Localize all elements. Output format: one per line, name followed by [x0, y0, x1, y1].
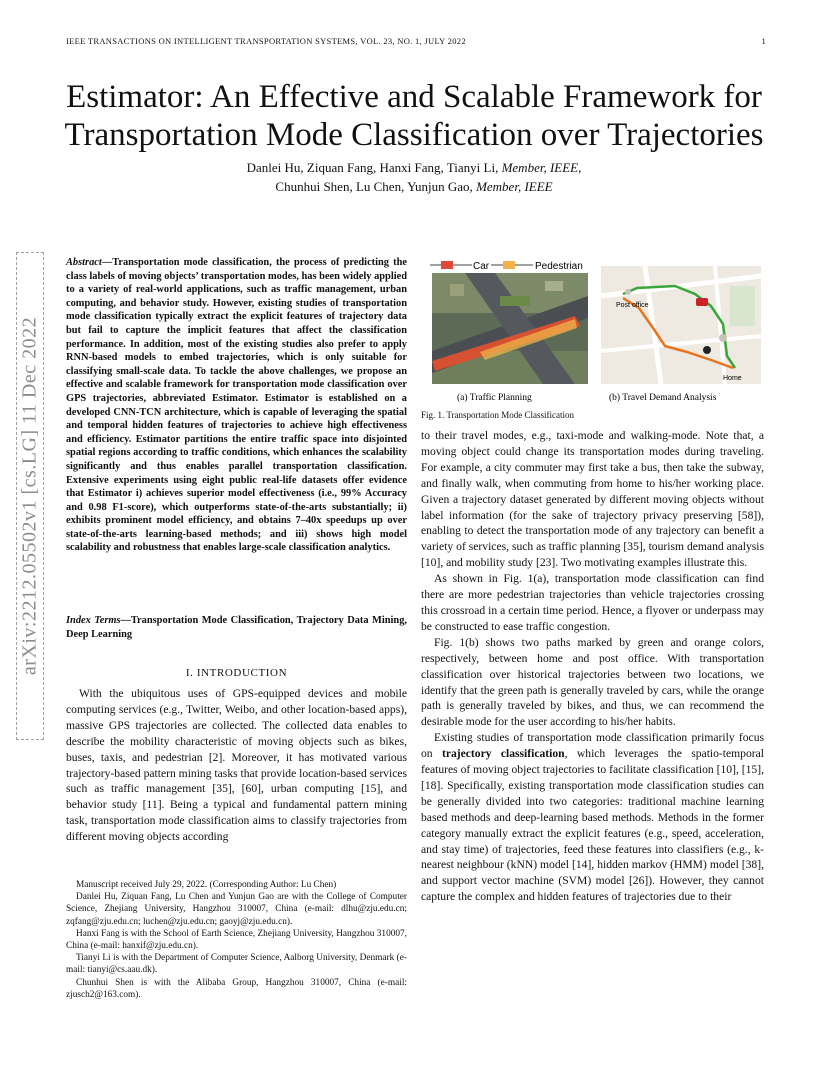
introduction-text	[66, 686, 407, 845]
footnote: Tianyi Li is with the Department of Computer Science, Aalborg University, Denmark (e-mail: tianyi@cs.aau.dk).	[66, 953, 407, 976]
membership-2: Member, IEEE	[476, 179, 553, 194]
marker-icon	[719, 334, 727, 342]
index-terms-text: —Transportation Mode Classification, Trajectory Data Mining, Deep Learning	[66, 615, 407, 640]
pedestrian-swatch	[503, 261, 515, 269]
footnote: Danlei Hu, Ziquan Fang, Lu Chen and Yunjun Gao are with the College of Computer Science, Zhejiang University, Hangzhou 310007, China (e-mail: dlhu@zju.edu.cn; zqfang@zju.edu.cn; luchen@zju.edu.cn; gaoyj@zju.edu.cn).	[66, 892, 407, 927]
body-paragraph: As shown in Fig. 1(a), transportation mode classification can find there are more pedestrian trajectories than vehicle trajectories crossing this crossroad in a certain time period. Hence, a flyover or underpass may be constructed to ease traffic congestion.	[421, 572, 764, 633]
post-office-label: Post office	[616, 302, 649, 309]
paragraph-start: Existing studies of transportation mode classification primarily focus on	[421, 731, 764, 761]
person-icon	[703, 346, 711, 354]
body-paragraph: Fig. 1(b) shows two paths marked by green and orange colors, respectively, between home and post office. With transportation classification over historical trajectories between two locations, we identify that the green path is generally traveled by cars, while the orange path is generally traveled by bikes, and thus, we can recommend the desirable mode for the user according to his/her habits.	[421, 635, 764, 729]
subfig-b-caption: (b) Travel Demand Analysis	[609, 393, 717, 403]
running-header	[66, 36, 766, 46]
journal-name: IEEE TRANSACTIONS ON INTELLIGENT TRANSPORTATION SYSTEMS, VOL. 23, NO. 1, JULY 2022	[66, 36, 466, 46]
paragraph-rest: , which leverages the spatio-temporal features of moving object trajectories to facilitate classification [10], [15], [18]. Specifically, existing transportation mode classification studies can be generally divided into two categories: traditional machine learning based methods and deep-learning based methods. Methods in the former category manually extract the explicit features (e.g., speed, acceleration, and stay time) of trajectories, feed these features into classifiers (e.g., k-nearest neighbour (kNN) model [14], hidden markov (HMM) model [38], and support vector machine (SVM) model [26]). However, they cannot capture the complex and hidden features of trajectories due to their	[421, 747, 764, 904]
paper-title	[30, 78, 798, 154]
subfig-a-caption: (a) Traffic Planning	[457, 393, 532, 403]
legend-car: Car	[473, 261, 490, 272]
index-terms-label: Index Terms	[66, 615, 121, 626]
page-number: 1	[761, 36, 766, 46]
authors-line-2: Chunhui Shen, Lu Chen, Yunjun Gao,	[275, 179, 473, 194]
home-label: Home	[723, 375, 742, 382]
car-icon	[696, 298, 708, 306]
footnotes	[66, 879, 407, 1001]
title-line-1: Estimator: An Effective and Scalable Framework for	[66, 79, 762, 115]
body-paragraph	[421, 730, 764, 905]
figure-caption: Fig. 1. Transportation Mode Classification	[421, 410, 574, 420]
arxiv-stamp	[10, 252, 50, 740]
figure-1	[425, 256, 765, 406]
authors-line-1: Danlei Hu, Ziquan Fang, Hanxi Fang, Tianyi Li,	[246, 160, 499, 175]
abstract	[66, 256, 407, 555]
body-paragraph: to their travel modes, e.g., taxi-mode and walking-mode. Note that, a moving object could change its transportation modes during traveling. For example, a city commuter may first take a bus, then take the subway, and finally walk, when commuting from home to his/her working place. Given a trajectory dataset generated by different moving objects without label information (for the sake of trajectory privacy preserving [58]), enabling to detect the transportation mode of any trajectory can benefit a variety of services, such as traffic planning [35], tourism demand analysis [10], and mobility study [23]. Two motivating examples illustrate this.	[421, 429, 764, 570]
index-terms	[66, 614, 407, 641]
legend-pedestrian: Pedestrian	[535, 261, 583, 272]
author-list	[30, 158, 798, 196]
car-swatch	[441, 261, 453, 269]
footnote: Hanxi Fang is with the School of Earth Science, Zhejiang University, Hangzhou 310007, China (e-mail: hanxif@zju.edu.cn).	[66, 928, 407, 952]
post-office-marker-icon	[625, 289, 631, 295]
footnote: Manuscript received July 29, 2022. (Corresponding Author: Lu Chen)	[76, 880, 337, 890]
title-line-2: Transportation Mode Classification over Trajectories	[64, 117, 764, 153]
footnote: Chunhui Shen is with the Alibaba Group, Hangzhou 310007, China (e-mail: zjusch2@163.com).	[66, 977, 407, 1000]
abstract-text: —Transportation mode classification, the process of predicting the class labels of moving objects’ transportation modes, has been widely applied to a variety of real-world applications, such as traffic management, urban computing, and behavior study. However, existing studies of transportation mode classification typically extract the explicit features of trajectory data but fail to capture the implicit features that affect the classification performance. In addition, most of the existing studies also prefer to apply RNN-based models to embed trajectories, which is only suitable for classifying small-scale data. To tackle the above challenges, we propose an effective and scalable framework for transportation mode classification over GPS trajectories, abbreviated Estimator. Estimator is established on a developed CNN-TCN architecture, which is capable of leveraging the spatial and temporal hidden features of trajectories to achieve high effectiveness and efficiency. Estimator partitions the entire traffic space into disjointed spatial regions according to traffic conditions, which enhances the scalability significantly and thus enables parallel transportation classification. Extensive experiments using eight public real-life datasets offer evidence that Estimator i) achieves superior model effectiveness (i.e., 99% Accuracy and 0.98 F1-score), which outperforms state-of-the-arts substantially; ii) exhibits prominent model efficiency, and obtains 7–40x speedups up over state-of-the-arts learning-based methods; and iii) shows high model scalability and robustness that enables large-scale classification analytics.	[66, 257, 407, 554]
traffic-planning-image	[432, 273, 588, 384]
arxiv-id: arXiv:2212.05502v1 [cs.LG] 11 Dec 2022	[18, 316, 41, 676]
figure-legend	[430, 261, 583, 272]
right-column-text	[421, 428, 764, 905]
intro-paragraph: With the ubiquitous uses of GPS-equipped devices and mobile computing services (e.g., Twitter, Weibo, and other location-based apps), massive GPS trajectories are collected. The collected data enables to describe the mobility characteristic of moving objects such as bikes, buses, taxis, and pedestrian [2]. Moreover, it has motivated various trajectory-based pattern mining tasks that provide location-based services such as traffic management [35], [60], urban computing [15], and behavior study [11]. Being a typical and fundamental pattern mining task, transportation mode classification aims to classify trajectories from different moving objects according	[66, 687, 407, 844]
section-heading: I. INTRODUCTION	[185, 667, 288, 679]
abstract-label: Abstract	[66, 257, 102, 268]
travel-demand-map	[601, 266, 761, 384]
membership-1: Member, IEEE,	[501, 160, 582, 175]
emphasis-term: trajectory classification	[441, 747, 565, 761]
figure-1-graphic	[425, 256, 765, 406]
